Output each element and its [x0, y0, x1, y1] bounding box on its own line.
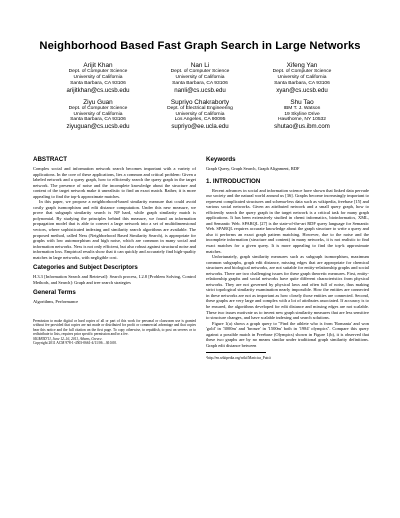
author-dept: Dept. of Computer Science — [170, 69, 230, 75]
author-inst: University of California — [277, 75, 327, 81]
author-name: Nan Li — [190, 62, 210, 69]
general-terms-text: Algorithms, Performance — [33, 299, 79, 305]
author-city: Santa Barbara, CA 93106 — [274, 80, 330, 86]
author-card — [150, 99, 250, 131]
author-name: Ziyu Guan — [83, 98, 113, 106]
author-dept: Dept. of Computer Science — [272, 69, 332, 75]
author-city: Santa Barbara, CA 93106 — [172, 80, 228, 86]
author-email: nanli@cs.ucsb.edu — [174, 86, 226, 94]
general-terms-heading: General Terms — [33, 289, 76, 297]
copyright-line: Copyright 2011 ACM 978-1-4503-0661-4/11/06 ...$10.00. — [33, 340, 117, 345]
intro-paragraph: Recent advances in social and information science have shown that linked data pervade our society and the natural world around us [36]. Graphs become increasingly important to represent complicated structures and schema-less data such as wikipedia, freebase [15] and various social networks. Given an attributed network and a small query graph, how to efficiently search the query graph in the target network is a critical task for many graph applications. It has been extensively studied in chemi informatics, bioinformatics, XML, and Semantic Web. SPARQL [27] is the state-of-the-art RDF query language for Semantic Web. SPARQL requires accurate knowledge about the graph structure to write a query and also it performs an exact graph pattern matching. However, due to the noise and the incomplete information (structure and content) in many networks, it is not realistic to find exact matches for a given query. It is more appealing to find the top-k approximate matches. — [206, 187, 369, 254]
author-city: Hawthorne, NY 10532 — [277, 117, 327, 123]
author-name: Arijit Khan — [83, 62, 113, 69]
right-column — [206, 156, 369, 361]
author-inst: 19 Skyline Drive — [284, 111, 320, 117]
paper-title: Neighborhood Based Fast Graph Search in Large Networks — [39, 40, 361, 52]
author-card — [252, 99, 352, 131]
author-city: Santa Barbara, CA 93106 — [70, 80, 126, 86]
author-row — [48, 99, 352, 131]
author-card — [48, 99, 148, 131]
venue-line: SIGMOD'11, June 12–16, 2011, Athens, Greece. — [33, 336, 103, 341]
categories-heading: Categories and Subject Descriptors — [33, 264, 138, 272]
author-name: Supriyo Chakraborty — [170, 98, 230, 106]
abstract-heading: ABSTRACT — [33, 156, 68, 163]
author-card — [252, 62, 352, 94]
author-email: arijitkhan@cs.ucsb.edu — [66, 86, 130, 94]
author-email: supriyo@ee.ucla.edu — [171, 123, 229, 131]
author-email: shutao@us.ibm.com — [274, 123, 330, 131]
author-email: ziyuguan@cs.ucsb.edu — [66, 123, 130, 131]
left-column — [33, 156, 196, 345]
author-dept: Dept. of Electrical Engineering — [167, 105, 233, 111]
footnote: ¹http://en.wikipedia.org/wiki/Maricica_Puică — [206, 356, 271, 361]
author-name: Xifeng Yan — [286, 62, 318, 69]
footnote-rule — [206, 352, 266, 353]
author-inst: University of California — [175, 75, 225, 81]
abstract-paragraph: Complex social and information network search becomes important with a variety of applications. In the core of these applications, lies a common and critical problem: Given a labeled network and a query graph, how to efficiently search the query graph in the target network. The presence of noise and the incomplete knowledge about the structure and content of the target network make it unrealistic to find an exact match. Rather, it is more appealing to find the top-k approximate matches. — [33, 166, 196, 199]
author-email: xyan@cs.ucsb.edu — [276, 86, 328, 94]
author-name: Shu Tao — [290, 98, 314, 106]
intro-paragraph: Unfortunately, graph similarity measures such as subgraph isomorphism, maximum common subgraphs, graph edit distance, missing edges that are appropriate for chemical structures and biological networks, are not suitable for entity-relationship graphs and social networks. There are two challenging issues for these graph theoretic measures. First, entity-relationship graphs and social networks have quite different characteristics from physical networks. They are not governed by physical laws and often full of noise, thus making strict topological similarity examination nearly impossible. How the entities are connected in these networks are not as important as how closely those entities are connected. Second, these graphs are very large and complex with a lot of attributes associated. If accuracy is to be ensured, the algorithms developed for edit distance and missing edges are not scalable. These two issues motivate us to invent new graph similarity measures that are less sensitive to structure changes, and have scalable indexing and search solutions. — [206, 254, 369, 321]
author-card — [48, 62, 148, 94]
categories-text: H.3.3 [Information Search and Retrieval]: Search process, I.2.8 [Problem Solving, Control Methods, and Search]: Graph and tree search strategies — [33, 274, 196, 285]
author-dept: Dept. of Computer Science — [68, 69, 128, 75]
keywords-text: Graph Query, Graph Search, Graph Alignment, RDF — [206, 166, 300, 171]
author-dept: Dept. of Computer Science — [68, 105, 128, 111]
author-card — [150, 62, 250, 94]
author-city: Santa Barbara, CA 93106 — [70, 117, 126, 123]
author-dept: IBM T. J. Watson — [283, 105, 321, 111]
author-city: Los Angeles, CA 90095 — [174, 117, 226, 123]
author-inst: University of California — [175, 111, 225, 117]
author-inst: University of California — [73, 75, 123, 81]
author-inst: University of California — [73, 111, 123, 117]
author-block — [48, 62, 352, 135]
permission-notice: Permission to make digital or hard copies of all or part of this work for personal or classroom use is granted without fee provided that copies are not made or distributed for profit or commercial advantage and that copies bear this notice and the full citation on the first page. To copy otherwise, to republish, to post on servers or to redistribute to lists, requires prior specific permission and/or a fee. — [33, 318, 196, 337]
abstract-paragraph: In this paper, we propose a neighborhood-based similarity measure that could avoid costly graph isomorphism and edit distance computation. Under this new measure, we prove that subgraph similarity search is NP hard, while graph similarity match is polynomial. By studying the principles behind this measure, we found an information propagation model that is able to convert a large network into a set of multidimensional vectors, where sophisticated indexing and similarity search algorithms are available. The proposed method, called Ness (Neighborhood Based Similarity Search), is appropriate for graphs with low automorphism and high noise, which are common in many social and information networks. Ness is not only efficient, but also robust against structural noise and information loss. Empirical results show that it can quickly and accurately find high-quality matches in large networks, with negligible cost. — [33, 199, 196, 260]
keywords-heading: Keywords — [206, 156, 236, 163]
author-row — [48, 62, 352, 94]
introduction-heading: 1. INTRODUCTION — [206, 177, 261, 185]
intro-paragraph: Figure 1(a) shows a graph query to "Find the athlete who is from 'Romania' and won 'gold' in '3000m' and 'bronze' in '1500m' both in '1984' olympics". Compare this query against a possible match in Freebase (Olympics) shown in Figure 1(b), it is observed that these two graphs are by no means similar under traditional graph similarity definitions. Graph edit distance between — [206, 320, 369, 348]
